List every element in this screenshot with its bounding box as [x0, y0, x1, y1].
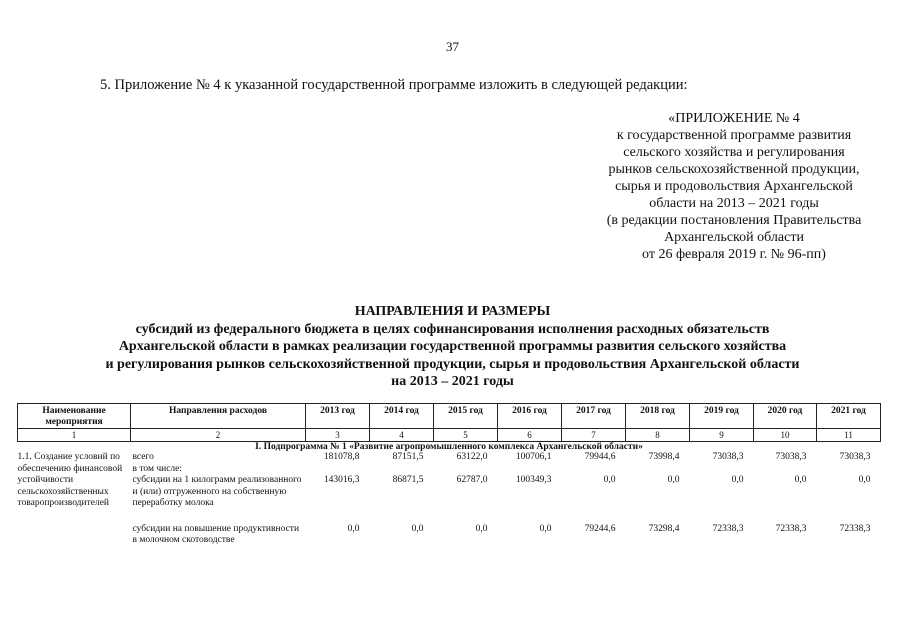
value-cell: 0,0: [539, 523, 552, 534]
appendix-line: к государственной программе развития: [616, 128, 852, 143]
appendix-line: (в редакции постановления Правительства: [606, 213, 862, 228]
value-cell: 143016,3: [323, 475, 360, 485]
document-title: [0, 303, 905, 391]
value-cell: 0,0: [603, 475, 616, 485]
direction-cell: всего: [132, 452, 154, 462]
col-header-year: 2015 год: [434, 404, 498, 429]
column-number: 10: [754, 429, 817, 442]
value-cell: 72338,3: [839, 523, 871, 534]
measure-name: 1.1. Создание условий по обеспечению финансовой устойчивости сельскохозяйственных товаропроизводителей: [17, 452, 123, 508]
value-cell: 0,0: [667, 475, 680, 485]
col-header-year: 2020 год: [754, 404, 817, 429]
value-cell: 87151,5: [392, 452, 424, 462]
table-header-row: [18, 404, 881, 429]
intro-paragraph: 5. Приложение № 4 к указанной государственной программе изложить в следующей редакции:: [100, 77, 688, 93]
col-header-year: 2014 год: [370, 404, 434, 429]
title-line: на 2013 – 2021 годы: [391, 374, 514, 389]
col-header-year: 2013 год: [306, 404, 370, 429]
direction-cell: субсидии на повышение продуктивности в молочном скотоводстве: [132, 523, 300, 545]
value-cell: 73038,3: [839, 452, 871, 462]
table-row: [18, 524, 881, 547]
col-header-year: 2016 год: [498, 404, 562, 429]
value-cell: 86871,5: [392, 475, 424, 485]
value-cell: 73038,3: [775, 452, 807, 462]
subprogram-title: I. Подпрограмма № 1 «Развитие агропромышленного комплекса Архангельской области»: [255, 442, 643, 452]
column-number: 6: [498, 429, 562, 442]
value-cell: 0,0: [347, 523, 360, 534]
value-cell: [370, 464, 434, 476]
table-row: [18, 475, 881, 524]
value-cell: [754, 464, 817, 476]
value-cell: 0,0: [731, 475, 744, 485]
appendix-line: Архангельской области: [664, 230, 804, 245]
column-number: 5: [434, 429, 498, 442]
value-cell: [690, 464, 754, 476]
title-line: Архангельской области в рамках реализации государственной программы развития сельского хозяйства: [118, 339, 787, 354]
title-line: и регулирования рынков сельскохозяйственной продукции, сырья и продовольствия Архангельской области: [105, 356, 800, 372]
col-header-year: 2018 год: [626, 404, 690, 429]
subsidies-table: [17, 403, 881, 547]
value-cell: 79944,6: [584, 452, 616, 462]
col-header-year: 2019 год: [690, 404, 754, 429]
value-cell: 72338,3: [712, 523, 744, 534]
value-cell: [498, 464, 562, 476]
col-header-direction: Направления расходов: [131, 404, 306, 429]
value-cell: [817, 464, 881, 476]
value-cell: 100706,1: [515, 452, 552, 462]
value-cell: 72338,3: [775, 523, 807, 534]
value-cell: 0,0: [794, 475, 807, 485]
column-number: 2: [131, 429, 306, 442]
value-cell: 79244,6: [584, 523, 616, 534]
column-number: 3: [306, 429, 370, 442]
direction-cell: в том числе:: [132, 463, 183, 474]
direction-cell: субсидии на 1 килограмм реализованного и (или) отгруженного на собственную переработку молока: [132, 475, 302, 508]
appendix-line: сельского хозяйства и регулирования: [623, 145, 845, 160]
value-cell: [626, 464, 690, 476]
appendix-header: [584, 110, 884, 263]
value-cell: 73038,3: [712, 452, 744, 462]
table-row: [18, 464, 881, 476]
value-cell: 0,0: [475, 523, 488, 534]
page-number: 37: [446, 39, 459, 54]
column-number: 7: [562, 429, 626, 442]
value-cell: 73298,4: [648, 523, 680, 534]
appendix-line: рынков сельскохозяйственной продукции,: [608, 162, 860, 177]
value-cell: 0,0: [858, 475, 871, 485]
value-cell: 181078,8: [323, 452, 360, 462]
column-number-row: [18, 429, 881, 442]
value-cell: 100349,3: [515, 475, 552, 485]
table-row: [18, 452, 881, 464]
column-number: 1: [18, 429, 131, 442]
value-cell: [306, 464, 370, 476]
appendix-line: от 26 февраля 2019 г. № 96-пп): [642, 247, 826, 262]
column-number: 8: [626, 429, 690, 442]
value-cell: 63122,0: [456, 452, 488, 462]
column-number: 4: [370, 429, 434, 442]
value-cell: 62787,0: [456, 475, 488, 485]
value-cell: [562, 464, 626, 476]
value-cell: 0,0: [411, 523, 424, 534]
appendix-line: области на 2013 – 2021 годы: [649, 196, 819, 211]
appendix-line: сырья и продовольствия Архангельской: [615, 179, 853, 194]
col-header-year: 2017 год: [562, 404, 626, 429]
appendix-line: «ПРИЛОЖЕНИЕ № 4: [668, 111, 800, 126]
column-number: 11: [817, 429, 881, 442]
col-header-year: 2021 год: [817, 404, 881, 429]
value-cell: 73998,4: [648, 452, 680, 462]
title-line: НАПРАВЛЕНИЯ И РАЗМЕРЫ: [354, 304, 551, 319]
subprogram-row: [18, 442, 881, 453]
title-line: субсидий из федерального бюджета в целях софинансирования исполнения расходных обязательств: [135, 321, 770, 337]
column-number: 9: [690, 429, 754, 442]
col-header-measure: Наименование мероприятия: [18, 404, 131, 429]
value-cell: [434, 464, 498, 476]
